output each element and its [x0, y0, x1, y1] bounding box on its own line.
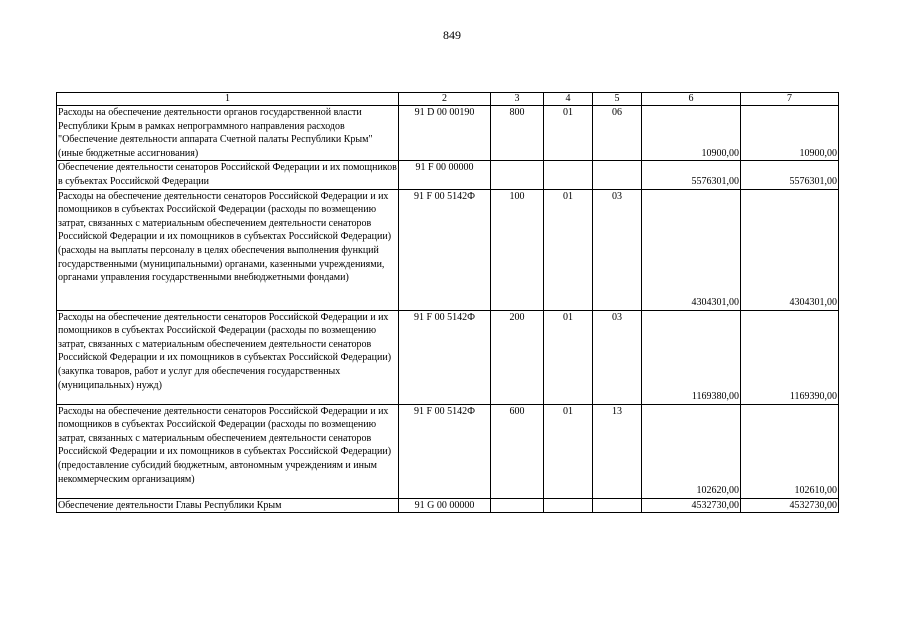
- subsection: 03: [593, 310, 642, 404]
- table-header-row: [57, 93, 839, 106]
- expense-type: 800: [491, 106, 544, 161]
- expense-name: Расходы на обеспечение деятельности сенаторов Российской Федерации и их помощников в субъектах Российской Федерации (расходы по возмещению затрат, связанных с материальным обеспечением деятельности сенаторов Российской Федерации и их помощников в субъектах Российской Федерации) (закупка товаров, работ и услуг для обеспечения государственных (муниципальных) нужд): [58, 311, 392, 391]
- budget-table: [56, 92, 839, 513]
- section: 01: [544, 189, 593, 310]
- amount-col7: 102610,00: [741, 404, 839, 498]
- table-row: [57, 310, 839, 404]
- column-header: 4: [544, 93, 593, 106]
- target-code: 91 F 00 5142Ф: [399, 404, 491, 498]
- section: 01: [544, 404, 593, 498]
- amount-col6: 1169380,00: [642, 310, 741, 404]
- amount-col6: 5576301,00: [642, 161, 741, 189]
- section: [544, 161, 593, 189]
- column-header: 3: [491, 93, 544, 106]
- target-code: 91 D 00 00190: [399, 106, 491, 161]
- table-row: [57, 106, 839, 161]
- expense-type: 600: [491, 404, 544, 498]
- column-header: 2: [399, 93, 491, 106]
- amount-col6: 4304301,00: [642, 189, 741, 310]
- expense-name: Расходы на обеспечение деятельности сенаторов Российской Федерации и их помощников в субъектах Российской Федерации (расходы по возмещению затрат, связанных с материальным обеспечением деятельности сенаторов Российской Федерации и их помощников в субъектах Российской Федерации) (расходы на выплаты персоналу в целях обеспечения выполнения функций государственными (муниципальными) органами, казенными учреждениями, органами управления государственными внебюджетными фондами): [58, 190, 392, 284]
- subsection: 06: [593, 106, 642, 161]
- page-number: 849: [443, 28, 461, 42]
- expense-name: Обеспечение деятельности сенаторов Российской Федерации и их помощников в субъектах Российской Федерации: [58, 162, 397, 187]
- amount-col7: 5576301,00: [741, 161, 839, 189]
- expense-name: Расходы на обеспечение деятельности органов государственной власти Республики Крым в рамках непрограммного направления расходов "Обеспечение деятельности аппарата Счетной палаты Республики Крым" (иные бюджетные ассигнования): [58, 107, 373, 159]
- expense-name: Обеспечение деятельности Главы Республики Крым: [58, 499, 282, 511]
- expense-type: [491, 161, 544, 189]
- table-row: [57, 161, 839, 189]
- expense-name: Расходы на обеспечение деятельности сенаторов Российской Федерации и их помощников в субъектах Российской Федерации (расходы по возмещению затрат, связанных с материальным обеспечением деятельности сенаторов Российской Федерации и их помощников в субъектах Российской Федерации) (предоставление субсидий бюджетным, автономным учреждениям и иным некоммерческим организациям): [58, 405, 392, 485]
- table-row: [57, 404, 839, 498]
- table-row: [57, 189, 839, 310]
- expense-type: 100: [491, 189, 544, 310]
- table-row: [57, 498, 839, 513]
- column-header: 7: [741, 93, 839, 106]
- column-header: 6: [642, 93, 741, 106]
- amount-col7: 1169390,00: [741, 310, 839, 404]
- column-header: 5: [593, 93, 642, 106]
- section: 01: [544, 310, 593, 404]
- subsection: [593, 498, 642, 513]
- target-code: 91 G 00 00000: [399, 498, 491, 513]
- section: [544, 498, 593, 513]
- amount-col7: 10900,00: [741, 106, 839, 161]
- subsection: 13: [593, 404, 642, 498]
- subsection: [593, 161, 642, 189]
- target-code: 91 F 00 00000: [399, 161, 491, 189]
- section: 01: [544, 106, 593, 161]
- expense-type: 200: [491, 310, 544, 404]
- target-code: 91 F 00 5142Ф: [399, 310, 491, 404]
- amount-col6: 4532730,00: [642, 498, 741, 513]
- amount-col6: 102620,00: [642, 404, 741, 498]
- target-code: 91 F 00 5142Ф: [399, 189, 491, 310]
- expense-type: [491, 498, 544, 513]
- amount-col7: 4304301,00: [741, 189, 839, 310]
- amount-col6: 10900,00: [642, 106, 741, 161]
- column-header: 1: [57, 93, 399, 106]
- subsection: 03: [593, 189, 642, 310]
- amount-col7: 4532730,00: [741, 498, 839, 513]
